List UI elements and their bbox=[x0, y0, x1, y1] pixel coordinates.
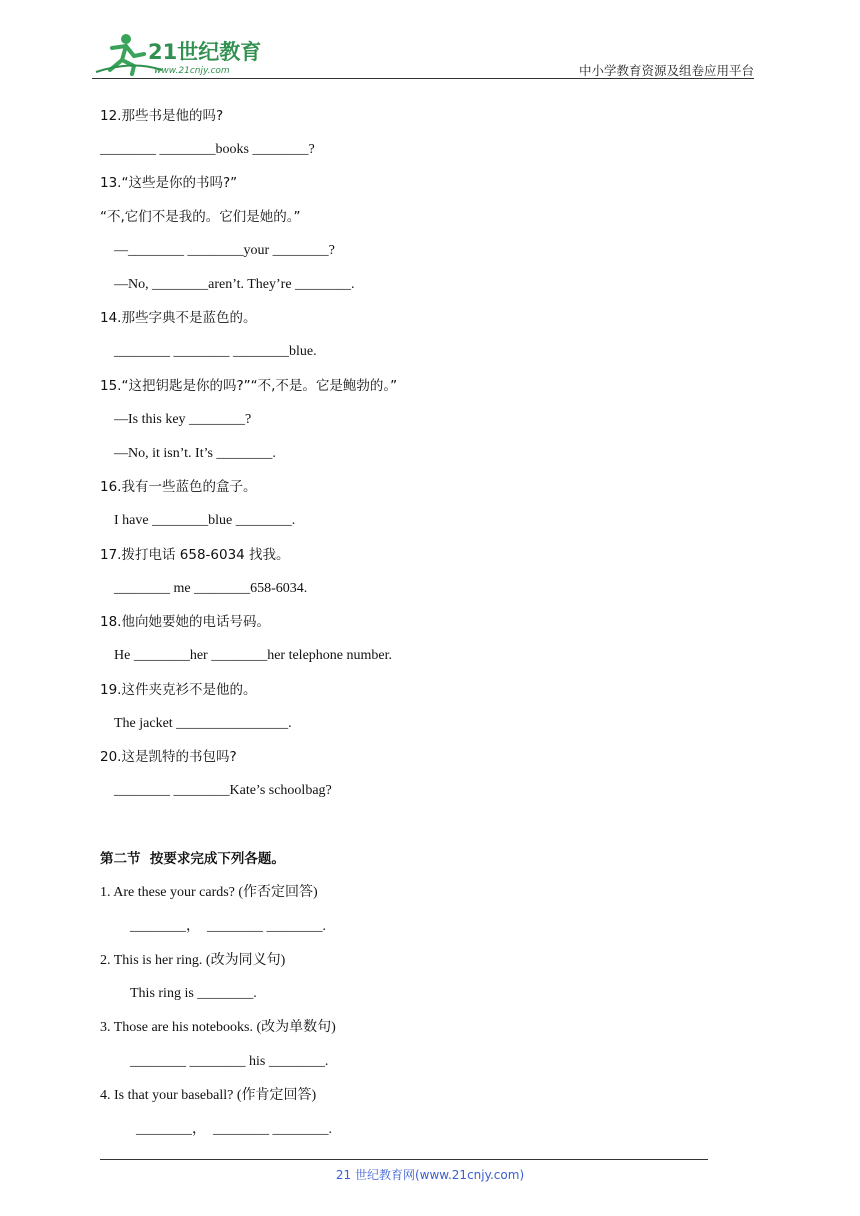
header-rule bbox=[92, 78, 754, 79]
question-prompt: 20.这是凯特的书包吗? bbox=[100, 749, 237, 765]
footer-text: 21 世纪教育网(www.21cnjy.com) bbox=[335, 1168, 525, 1182]
answer-line: 4. Is that your baseball? (作肯定回答) bbox=[100, 1088, 317, 1103]
answer-line: 2. This is her ring. (改为同义句) bbox=[100, 953, 286, 968]
question-prompt: 17.拨打电话 658-6034 找我。 bbox=[100, 547, 290, 563]
answer-line: He ________her ________her telephone number. bbox=[114, 648, 392, 663]
question-prompt: 18.他向她要她的电话号码。 bbox=[100, 614, 270, 630]
site-logo bbox=[92, 30, 262, 76]
question-prompt: 13.“这些是你的书吗?” bbox=[100, 175, 238, 191]
question-prompt: 15.“这把钥匙是你的吗?”“不,不是。它是鲍勃的。” bbox=[100, 378, 398, 394]
answer-line: ________ ________ ________blue. bbox=[114, 344, 317, 359]
answer-line: ________， ________ ________. bbox=[136, 1122, 332, 1137]
answer-line: This ring is ________. bbox=[130, 986, 257, 1001]
answer-line: —No, it isn’t. It’s ________. bbox=[114, 446, 276, 461]
answer-line: The jacket ________________. bbox=[114, 716, 292, 731]
svg-text:21世纪教育: 21世纪教育 bbox=[148, 40, 262, 64]
answer-line: ________ ________Kate’s schoolbag? bbox=[114, 783, 332, 798]
answer-line: ________ me ________658-6034. bbox=[114, 581, 308, 596]
answer-line: ________ ________ his ________. bbox=[130, 1054, 329, 1069]
answer-line: ________ ________books ________? bbox=[100, 142, 315, 157]
question-prompt: 19.这件夹克衫不是他的。 bbox=[100, 682, 257, 698]
answer-line: 1. Are these your cards? (作否定回答) bbox=[100, 885, 318, 900]
footer-rule bbox=[100, 1159, 708, 1160]
question-prompt: “不,它们不是我的。它们是她的。” bbox=[100, 209, 301, 225]
svg-text:www.21cnjy.com: www.21cnjy.com bbox=[154, 66, 230, 76]
header-platform-text: 中小学教育资源及组卷应用平台 bbox=[578, 63, 754, 78]
answer-line: 3. Those are his notebooks. (改为单数句) bbox=[100, 1020, 336, 1035]
question-prompt: 14.那些字典不是蓝色的。 bbox=[100, 310, 257, 326]
answer-line: —Is this key ________? bbox=[114, 412, 252, 427]
answer-line: ________， ________ ________. bbox=[130, 919, 326, 934]
page-header bbox=[92, 30, 754, 80]
answer-line: —No, ________aren’t. They’re ________. bbox=[114, 277, 355, 292]
question-prompt: 第二节 按要求完成下列各题。 bbox=[100, 851, 285, 867]
answer-line: I have ________blue ________. bbox=[114, 513, 296, 528]
question-prompt: 16.我有一些蓝色的盒子。 bbox=[100, 479, 257, 495]
question-prompt: 12.那些书是他的吗? bbox=[100, 108, 224, 124]
answer-line: —________ ________your ________? bbox=[114, 243, 335, 258]
